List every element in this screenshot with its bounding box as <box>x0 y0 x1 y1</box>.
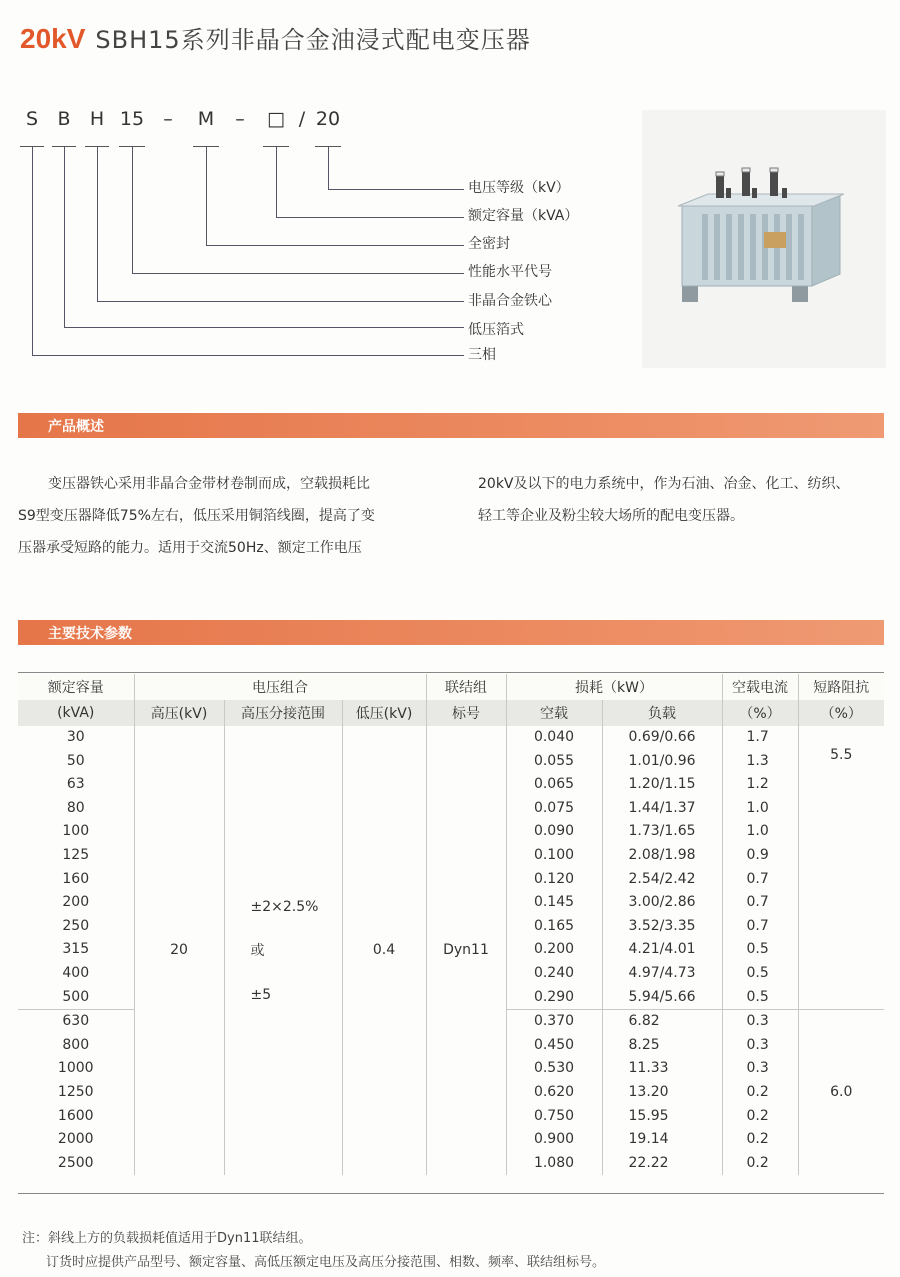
cell-load: 8.25 <box>602 1034 722 1058</box>
code-part-15: 15 <box>119 108 145 130</box>
header-lv: 低压(kV) <box>342 700 426 726</box>
label-amorphous-core: 非晶合金铁心 <box>468 293 552 309</box>
note-line-2: 订货时应提供产品型号、额定容量、高低压额定电压及高压分接范围、相数、频率、联结组标号。 <box>46 1255 606 1270</box>
specs-section-bar <box>18 620 884 645</box>
cell-current: 0.5 <box>722 986 798 1010</box>
tap-range-line: ±2×2.5% <box>250 898 319 915</box>
code-dash-1: – <box>163 108 173 130</box>
cell-capacity: 2000 <box>18 1128 134 1152</box>
cell-load: 1.44/1.37 <box>602 797 722 821</box>
cell-capacity: 80 <box>18 797 134 821</box>
leader-line <box>97 146 98 301</box>
specs-heading: 主要技术参数 <box>48 626 132 642</box>
cell-current: 1.0 <box>722 797 798 821</box>
header-tap-range: 高压分接范围 <box>224 700 342 726</box>
cell-current: 0.5 <box>722 962 798 986</box>
cell-current: 0.5 <box>722 938 798 962</box>
code-slash: / <box>298 108 306 130</box>
header-no-load: 空载 <box>506 700 602 726</box>
leader-line <box>276 146 277 217</box>
cell-load: 15.95 <box>602 1105 722 1129</box>
cell-no-load: 0.145 <box>506 891 602 915</box>
cell-no-load: 0.290 <box>506 986 602 1010</box>
label-voltage-class: 电压等级（kV） <box>468 180 570 196</box>
overview-line: 变压器铁心采用非晶合金带材卷制而成，空载损耗比 <box>48 476 370 492</box>
cell-load: 19.14 <box>602 1128 722 1152</box>
label-foil-winding: 低压箔式 <box>468 322 524 338</box>
header-no-load-current: 空载电流 <box>722 674 798 700</box>
cell-load: 22.22 <box>602 1152 722 1176</box>
cell-current: 0.3 <box>722 1010 798 1034</box>
cell-load: 11.33 <box>602 1057 722 1081</box>
cell-capacity: 63 <box>18 773 134 797</box>
cell-current: 0.2 <box>722 1081 798 1105</box>
cell-connection: Dyn11 <box>426 726 506 1175</box>
cell-load: 1.20/1.15 <box>602 773 722 797</box>
cell-no-load: 0.120 <box>506 868 602 892</box>
cell-current: 0.2 <box>722 1105 798 1129</box>
leader-line <box>206 245 464 246</box>
cell-current: 1.3 <box>722 750 798 774</box>
cell-current: 0.3 <box>722 1057 798 1081</box>
cell-current: 0.7 <box>722 868 798 892</box>
cell-no-load: 0.165 <box>506 915 602 939</box>
cell-capacity: 100 <box>18 820 134 844</box>
cell-load: 5.94/5.66 <box>602 986 722 1010</box>
cell-no-load: 0.750 <box>506 1105 602 1129</box>
cell-capacity: 500 <box>18 986 134 1010</box>
header-connection-label: 标号 <box>426 700 506 726</box>
cell-current: 0.9 <box>722 844 798 868</box>
cell-load: 2.54/2.42 <box>602 868 722 892</box>
table-top-rule <box>18 672 884 673</box>
cell-no-load: 0.240 <box>506 962 602 986</box>
cell-no-load: 1.080 <box>506 1152 602 1176</box>
cell-current: 0.7 <box>722 891 798 915</box>
leader-line <box>32 355 464 356</box>
cell-current: 1.0 <box>722 820 798 844</box>
cell-current: 1.7 <box>722 726 798 750</box>
header-loss: 损耗（kW） <box>506 674 722 700</box>
table-row <box>18 726 884 750</box>
cell-capacity: 50 <box>18 750 134 774</box>
header-capacity-unit: (kVA) <box>18 700 134 726</box>
cell-current: 0.2 <box>722 1128 798 1152</box>
code-part-h: H <box>89 108 105 130</box>
leader-line <box>276 217 464 218</box>
header-capacity: 额定容量 <box>18 674 134 700</box>
cell-lv: 0.4 <box>342 726 426 1175</box>
code-dash-2: – <box>235 108 245 130</box>
cell-capacity: 315 <box>18 938 134 962</box>
leader-line <box>64 146 65 327</box>
header-current-unit: （%） <box>722 700 798 726</box>
page-title <box>20 20 531 55</box>
cell-no-load: 0.620 <box>506 1081 602 1105</box>
cell-capacity: 630 <box>18 1010 134 1034</box>
leader-line <box>328 189 464 190</box>
code-part-box: □ <box>267 108 285 130</box>
cell-no-load: 0.040 <box>506 726 602 750</box>
cell-capacity: 2500 <box>18 1152 134 1176</box>
label-performance-code: 性能水平代号 <box>468 264 552 280</box>
cell-capacity: 160 <box>18 868 134 892</box>
title-voltage: 20kV <box>20 23 86 54</box>
cell-current: 0.2 <box>722 1152 798 1176</box>
cell-no-load: 0.065 <box>506 773 602 797</box>
header-impedance: 短路阻抗 <box>798 674 884 700</box>
note-line-1: 注：斜线上方的负载损耗值适用于Dyn11联结组。 <box>22 1231 312 1246</box>
cell-no-load: 0.530 <box>506 1057 602 1081</box>
leader-line <box>206 146 207 245</box>
cell-load: 6.82 <box>602 1010 722 1034</box>
header-voltage-combo: 电压组合 <box>134 674 426 700</box>
tap-range-line: 或 <box>250 942 265 959</box>
cell-hv: 20 <box>134 726 224 1175</box>
cell-no-load: 0.900 <box>506 1128 602 1152</box>
cell-load: 3.00/2.86 <box>602 891 722 915</box>
cell-load: 1.73/1.65 <box>602 820 722 844</box>
cell-load: 0.69/0.66 <box>602 726 722 750</box>
cell-impedance: 5.5 <box>830 747 853 763</box>
cell-capacity: 1600 <box>18 1105 134 1129</box>
cell-current: 0.7 <box>722 915 798 939</box>
overview-line: 压器承受短路的能力。适用于交流50Hz、额定工作电压 <box>18 540 362 556</box>
cell-capacity: 125 <box>18 844 134 868</box>
cell-load: 2.08/1.98 <box>602 844 722 868</box>
code-part-b: B <box>57 108 71 130</box>
cell-load: 13.20 <box>602 1081 722 1105</box>
overview-left-column <box>48 468 370 500</box>
cell-capacity: 1000 <box>18 1057 134 1081</box>
cell-no-load: 0.090 <box>506 820 602 844</box>
label-rated-capacity: 额定容量（kVA） <box>468 208 579 224</box>
header-impedance-unit: （%） <box>798 700 884 726</box>
cell-load: 1.01/0.96 <box>602 750 722 774</box>
overview-heading: 产品概述 <box>48 419 104 435</box>
overview-line: 20kV及以下的电力系统中，作为石油、冶金、化工、纺织、 <box>478 476 850 492</box>
leader-line <box>32 146 33 355</box>
transformer-photo <box>642 110 886 368</box>
cell-capacity: 400 <box>18 962 134 986</box>
label-three-phase: 三相 <box>468 347 496 363</box>
code-part-s: S <box>25 108 39 130</box>
cell-current: 0.3 <box>722 1034 798 1058</box>
leader-line <box>64 327 464 328</box>
overview-line: 轻工等企业及粉尘较大场所的配电变压器。 <box>478 508 744 524</box>
leader-line <box>97 301 464 302</box>
header-load: 负载 <box>602 700 722 726</box>
overview-line: S9型变压器降低75%左右，低压采用铜箔线圈，提高了变 <box>18 508 375 524</box>
cell-no-load: 0.055 <box>506 750 602 774</box>
overview-left-column <box>18 500 375 564</box>
cell-tap-range <box>224 726 342 1175</box>
cell-capacity: 1250 <box>18 1081 134 1105</box>
cell-load: 4.21/4.01 <box>602 938 722 962</box>
tap-range-line: ±5 <box>250 986 272 1003</box>
cell-no-load: 0.450 <box>506 1034 602 1058</box>
cell-impedance: 6.0 <box>798 1010 884 1176</box>
cell-capacity: 800 <box>18 1034 134 1058</box>
header-connection: 联结组 <box>426 674 506 700</box>
overview-right-column <box>478 468 850 532</box>
cell-no-load: 0.370 <box>506 1010 602 1034</box>
leader-line <box>132 146 133 273</box>
cell-load: 3.52/3.35 <box>602 915 722 939</box>
cell-current: 1.2 <box>722 773 798 797</box>
cell-capacity: 200 <box>18 891 134 915</box>
cell-load: 4.97/4.73 <box>602 962 722 986</box>
title-series: SBH15系列非晶合金油浸式配电变压器 <box>95 26 531 54</box>
leader-line <box>132 273 464 274</box>
cell-capacity: 30 <box>18 726 134 750</box>
header-hv: 高压(kV) <box>134 700 224 726</box>
cell-no-load: 0.100 <box>506 844 602 868</box>
spec-table <box>18 674 884 1175</box>
code-part-20: 20 <box>315 108 341 130</box>
cell-no-load: 0.075 <box>506 797 602 821</box>
table-bottom-rule <box>18 1193 884 1194</box>
leader-line <box>328 146 329 189</box>
cell-capacity: 250 <box>18 915 134 939</box>
overview-section-bar <box>18 413 884 438</box>
code-part-m: M <box>197 108 215 130</box>
label-sealed: 全密封 <box>468 236 510 252</box>
cell-no-load: 0.200 <box>506 938 602 962</box>
